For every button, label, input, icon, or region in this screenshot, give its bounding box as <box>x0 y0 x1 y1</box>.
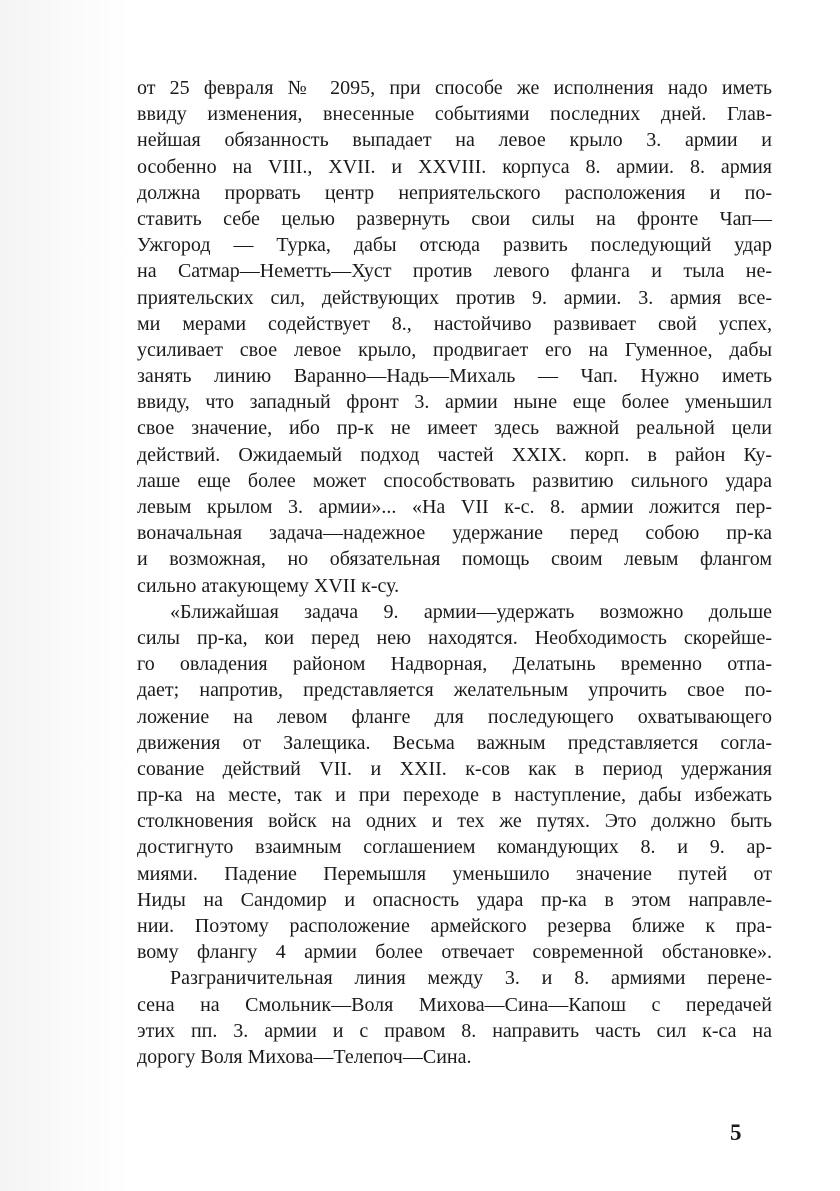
page-number: 5 <box>730 1120 742 1145</box>
text-line: столкновения войск на одних и тех же путях. Это должно быть <box>137 810 772 833</box>
text-line: свое значение, ибо пр-к не имеет здесь важной реальной цели <box>137 417 772 440</box>
text-line: достигнуто взаимным соглашением командующих 8. и 9. ар- <box>137 836 772 859</box>
text-line: особенно на VIII., XVII. и XXVIII. корпуса 8. армии. 8. армия <box>137 155 772 178</box>
text-line: пр-ка на месте, так и при переходе в наступление, дабы избежать <box>137 784 772 807</box>
text-line: должна прорвать центр неприятельского расположения и по- <box>137 181 772 204</box>
text-line: дает; напротив, представляется желательным упрочить свое по- <box>137 679 772 702</box>
text-line: ми мерами содействует 8., настойчиво развивает свой успех, <box>137 312 772 335</box>
text-line: нии. Поэтому расположение армейского резерва ближе к пра- <box>137 915 772 937</box>
text-line: этих пп. 3. армии и с правом 8. направить часть сил к-са на <box>137 1019 772 1042</box>
text-line: усиливает свое левое крыло, продвигает его на Гуменное, дабы <box>137 338 772 361</box>
text-line: от 25 февраля № 2095, при способе же исполнения надо иметь <box>137 77 772 99</box>
text-line: нейшая обязанность выпадает на левое крыло 3. армии и <box>137 129 772 152</box>
text-line: ввиду, что западный фронт 3. армии ныне еще более уменьшил <box>137 391 772 414</box>
text-line: го овладения районом Надворная, Делатынь временно отпа- <box>137 653 772 676</box>
paragraph-1 <box>137 75 772 599</box>
text-line: лаше еще более может способствовать развитию сильного удара <box>137 469 772 492</box>
text-line: дорогу Воля Михова—Телепоч—Сина. <box>137 1045 472 1068</box>
text-line: сена на Смольник—Воля Михова—Сина—Капош с передачей <box>137 993 772 1016</box>
paragraph-2 <box>137 599 772 966</box>
text-line: Разграничительная линия между 3. и 8. армиями перене- <box>170 967 772 990</box>
text-line: занять линию Варанно—Надь—Михаль — Чап. Нужно иметь <box>137 365 772 388</box>
text-line: вому флангу 4 армии более отвечает современной обстановке». <box>137 941 772 964</box>
text-line: сильно атакующему XVII к-су. <box>137 574 400 597</box>
text-line: ввиду изменения, внесенные событиями последних дней. Глав- <box>137 103 772 126</box>
text-line: воначальная задача—надежное удержание перед собою пр-ка <box>137 522 772 545</box>
text-line: левым крылом 3. армии»... «На VII к-с. 8. армии ложится пер- <box>137 496 772 518</box>
text-line: приятельских сил, действующих против 9. армии. 3. армия все- <box>137 286 772 309</box>
page-scan-edge <box>0 0 130 1191</box>
text-line: «Ближайшая задача 9. армии—удержать возможно дольше <box>170 600 772 623</box>
text-line: Ужгород — Турка, дабы отсюда развить последующий удар <box>137 234 772 257</box>
text-line: Ниды на Сандомир и опасность удара пр-ка в этом направле- <box>137 888 772 911</box>
text-line: миями. Падение Перемышля уменьшило значение путей от <box>137 862 772 885</box>
text-line: и возможная, но обязательная помощь своим левым флангом <box>137 548 772 571</box>
text-line: силы пр-ка, кои перед нею находятся. Необходимость скорейше- <box>137 626 772 649</box>
text-line: ложение на левом фланге для последующего охватывающего <box>137 705 772 728</box>
body-text <box>137 75 772 1070</box>
text-line: на Сатмар—Неметть—Хуст против левого фланга и тыла не- <box>137 260 772 283</box>
text-line: действий. Ожидаемый подход частей XXIX. корп. в район Ку- <box>137 443 772 466</box>
text-line: сование действий VII. и XXII. к-сов как в период удержания <box>137 757 772 780</box>
text-line: движения от Залещика. Весьма важным представляется согла- <box>137 731 772 754</box>
paragraph-3 <box>137 965 772 1070</box>
text-line: ставить себе целью развернуть свои силы на фронте Чап— <box>137 207 772 230</box>
